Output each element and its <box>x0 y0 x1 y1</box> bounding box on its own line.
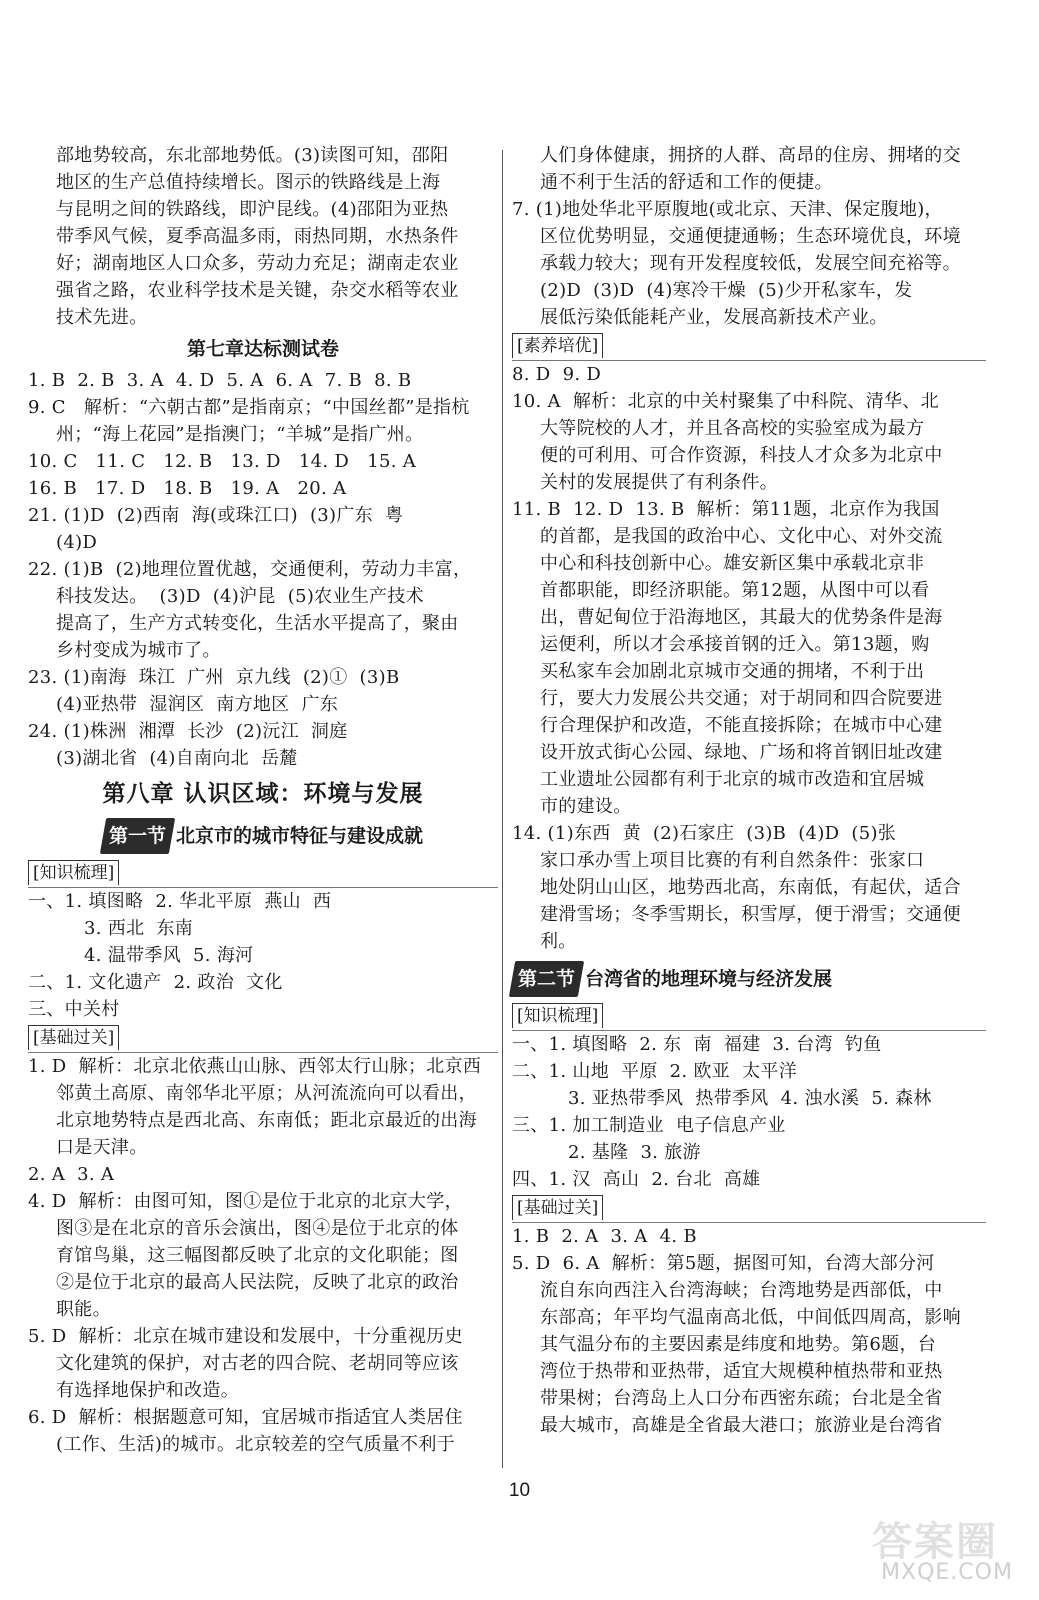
watermark <box>862 1510 1032 1590</box>
answer-line: 一、1. 填图略 2. 华北平原 燕山 西 <box>28 891 332 912</box>
section-badge <box>100 818 175 854</box>
q7-answers <box>512 196 986 331</box>
answer-line: 行合理保护和改造，不能直接拆除；在城市中心建 <box>540 715 943 736</box>
answer-line: 22. (1)B (2)地理位置优越，交通便利，劳动力丰富， <box>28 559 472 580</box>
answer-line: 文化建筑的保护，对古老的四合院、老胡同等应该 <box>56 1353 459 1374</box>
answer-line: 10. C 11. C 12. B 13. D 14. D 15. A <box>28 451 417 472</box>
answer-line: 6. D 解析：根据题意可知，宜居城市指适宜人类居住 <box>28 1407 463 1428</box>
answer-line: 10. A 解析：北京的中关村聚集了中科院、清华、北 <box>512 391 939 412</box>
knowledge-answers <box>28 888 498 1023</box>
answer-line: 流自东向西注入台湾海峡；台湾地势是西部低，中 <box>540 1280 943 1301</box>
answer-line: (工作、生活)的城市。北京较差的空气质量不利于 <box>56 1434 455 1455</box>
section-badge-label: 第二节 <box>518 968 576 990</box>
answer-line: 23. (1)南海 珠江 广州 京九线 (2)① (3)B <box>28 667 400 688</box>
answer-line: 买私家车会加剧北京城市交通的拥堵，不利于出 <box>540 661 925 682</box>
answer-line: 其气温分布的主要因素是纬度和地势。第6题，台 <box>540 1334 937 1355</box>
answer-line: 3. 亚热带季风 热带季风 4. 浊水溪 5. 森林 <box>568 1088 932 1109</box>
answer-line: 1. B 2. A 3. A 4. B <box>512 1226 697 1247</box>
answer-line: (3)湖北省 (4)自南向北 岳麓 <box>56 748 298 769</box>
answer-line: 9. C 解析：“六朝古都”是指南京；“中国丝都”是指杭 <box>28 397 470 418</box>
column-divider <box>502 150 503 1468</box>
answer-line: 区位优势明显，交通便捷通畅；生态环境优良，环境 <box>540 226 961 247</box>
answer-line: 5. D 解析：北京在城市建设和发展中，十分重视历史 <box>28 1326 463 1347</box>
answer-line: 州；“海上花园”是指澳门；“羊城”是指广州。 <box>56 424 424 445</box>
answer-line: 一、1. 填图略 2. 东 南 福建 3. 台湾 钓鱼 <box>512 1034 882 1055</box>
quality-answers <box>512 361 986 955</box>
answer-line: 中心和科技创新中心。雄安新区集中承载北京非 <box>540 553 925 574</box>
answer-line: 提高了，生产方式转变化，生活水平提高了，聚由 <box>56 613 459 634</box>
text-line: 人们身体健康，拥挤的人群、高昂的住房、拥堵的交 <box>540 145 961 166</box>
answer-line: 东部高；年平均气温南高北低，中间低四周高，影响 <box>540 1307 961 1328</box>
answer-line: 工业遗址公园都有利于北京的城市改造和宜居城 <box>540 769 925 790</box>
right-column <box>512 142 986 1439</box>
test-title: 第七章达标测试卷 <box>186 338 339 360</box>
answer-line: 二、1. 山地 平原 2. 欧亚 太平洋 <box>512 1061 798 1082</box>
answer-line: 承载力较大；现有开发程度较低，发展空间充裕等。 <box>540 253 961 274</box>
answer-line: 1. D 解析：北京北依燕山山脉、西邻太行山脉；北京西 <box>28 1056 482 1077</box>
answer-line: 5. D 6. A 解析：第5题，据图可知，台湾大部分河 <box>512 1253 935 1274</box>
answer-line: 乡村变成为城市了。 <box>56 640 221 661</box>
answer-line: 16. B 17. D 18. B 19. A 20. A <box>28 478 347 499</box>
answer-line: 4. D 解析：由图可知，图①是位于北京的北京大学， <box>28 1191 463 1212</box>
answer-line: 3. 西北 东南 <box>84 918 194 939</box>
answer-line: 三、1. 加工制造业 电子信息产业 <box>512 1115 786 1136</box>
answer-line: 1. B 2. B 3. A 4. D 5. A 6. A 7. B 8. B <box>28 370 412 391</box>
answer-line: 育馆鸟巢，这三幅图都反映了北京的文化职能；图 <box>56 1245 459 1266</box>
answer-line: 21. (1)D (2)西南 海(或珠江口) (3)广东 粤 <box>28 505 404 526</box>
section-heading-2 <box>512 961 986 997</box>
section-badge-label: 第一节 <box>108 825 166 847</box>
chapter-title: 第八章 认识区域：环境与发展 <box>102 781 424 807</box>
answer-line: 带果树；台湾岛上人口分布西密东疏；台北是全省 <box>540 1388 943 1409</box>
quality-tag: [素养培优] <box>512 333 603 358</box>
answer-line: (4)亚热带 湿润区 南方地区 广东 <box>56 694 339 715</box>
answer-line: 2. 基隆 3. 旅游 <box>568 1142 701 1163</box>
answer-line: 行，要大力发展公共交通；对于胡同和四合院要进 <box>540 688 943 709</box>
answer-line: 最大城市，高雄是全省最大港口；旅游业是台湾省 <box>540 1415 943 1436</box>
basic-tag: [基础过关] <box>28 1025 119 1050</box>
answer-line: 的首都，是我国的政治中心、文化中心、对外交流 <box>540 526 943 547</box>
answer-line: 有选择地保护和改造。 <box>56 1380 239 1401</box>
watermark-site: MXQE.COM <box>881 1560 1013 1585</box>
quality-tag-row <box>512 331 986 361</box>
answer-line: 11. B 12. D 13. B 解析：第11题，北京作为我国 <box>512 499 940 520</box>
answer-line: (2)D (3)D (4)寒冷干燥 (5)少开私家车，发 <box>540 280 913 301</box>
answer-line: (4)D <box>56 532 98 553</box>
section-heading-1 <box>28 818 498 854</box>
answer-line: 图③是在北京的音乐会演出，图④是位于北京的体 <box>56 1218 459 1239</box>
page-number: 10 <box>508 1480 531 1501</box>
answer-line: 便的可利用、可合作资源，科技人才众多为北京中 <box>540 445 943 466</box>
answer-line: 家口承办雪上项目比赛的有利自然条件：张家口 <box>540 850 925 871</box>
section-badge <box>509 961 584 997</box>
answer-line: 2. A 3. A <box>28 1164 115 1185</box>
answer-line: 首都职能，即经济职能。第12题，从图中可以看 <box>540 580 930 601</box>
answer-line: 4. 温带季风 5. 海河 <box>84 945 254 966</box>
answer-line: 关村的发展提供了有利条件。 <box>540 472 778 493</box>
right-intro <box>512 142 986 196</box>
answer-line: 14. (1)东西 黄 (2)石家庄 (3)B (4)D (5)张 <box>512 823 897 844</box>
text-line: 地区的生产总值持续增长。图示的铁路线是上海 <box>56 172 441 193</box>
answer-line: 口是天津。 <box>56 1137 148 1158</box>
answer-line: 湾位于热带和亚热带，适宜大规模种植热带和亚热 <box>540 1361 943 1382</box>
section-title: 台湾省的地理环境与经济发展 <box>585 968 833 990</box>
left-column <box>28 142 498 1458</box>
answer-line: 设开放式街心公园、绿地、广场和将首钢旧址改建 <box>540 742 943 763</box>
answer-line: 市的建设。 <box>540 796 632 817</box>
watermark-logo: 答案圈 <box>872 1519 998 1565</box>
knowledge-tag: [知识梳理] <box>28 860 119 885</box>
left-intro <box>28 142 498 331</box>
answer-line: 二、1. 文化遗产 2. 政治 文化 <box>28 972 283 993</box>
answer-line: 三、中关村 <box>28 999 120 1020</box>
section-title: 北京市的城市特征与建设成就 <box>176 825 424 847</box>
answer-line: 利。 <box>540 931 577 952</box>
answer-line: 7. (1)地处华北平原腹地(或北京、天津、保定腹地)， <box>512 199 943 220</box>
knowledge-tag-row <box>512 1001 986 1031</box>
knowledge-tag: [知识梳理] <box>512 1003 603 1028</box>
test-answers <box>28 367 498 772</box>
answer-line: ②是位于北京的最高人民法院，反映了北京的政治 <box>56 1272 459 1293</box>
basic-answers <box>512 1223 986 1439</box>
answer-line: 地处阴山山区，地势西北高，东南低，有起伏，适合 <box>540 877 961 898</box>
basic-tag: [基础过关] <box>512 1195 603 1220</box>
text-line: 带季风气候，夏季高温多雨，雨热同期，水热条件 <box>56 226 459 247</box>
answer-line: 8. D 9. D <box>512 364 602 385</box>
answer-line: 运便利，所以才会承接首钢的迁入。第13题，购 <box>540 634 930 655</box>
basic-answers <box>28 1053 498 1458</box>
basic-tag-row <box>28 1023 498 1053</box>
answer-line: 大等院校的人才，并且各高校的实验室成为最方 <box>540 418 925 439</box>
knowledge-tag-row <box>28 858 498 888</box>
basic-tag-row <box>512 1193 986 1223</box>
text-line: 通不利于生活的舒适和工作的便捷。 <box>540 172 833 193</box>
answer-line: 邻黄土高原、南邻华北平原；从河流流向可以看出， <box>56 1083 477 1104</box>
knowledge-answers <box>512 1031 986 1193</box>
text-line: 与昆明之间的铁路线，即沪昆线。(4)邵阳为亚热 <box>56 199 449 220</box>
answer-line: 24. (1)株洲 湘潭 长沙 (2)沅江 洞庭 <box>28 721 348 742</box>
answer-line: 科技发达。 (3)D (4)沪昆 (5)农业生产技术 <box>56 586 424 607</box>
text-line: 技术先进。 <box>56 307 148 328</box>
answer-line: 出，曹妃甸位于沿海地区，其最大的优势条件是海 <box>540 607 943 628</box>
answer-line: 职能。 <box>56 1299 111 1320</box>
answer-line: 展低污染低能耗产业，发展高新技术产业。 <box>540 307 888 328</box>
answer-line: 建滑雪场；冬季雪期长，积雪厚，便于滑雪；交通便 <box>540 904 961 925</box>
answer-line: 北京地势特点是西北高、东南低；距北京最近的出海 <box>56 1110 477 1131</box>
answer-line: 四、1. 汉 高山 2. 台北 高雄 <box>512 1169 761 1190</box>
text-line: 部地势较高，东北部地势低。(3)读图可知，邵阳 <box>56 145 449 166</box>
text-line: 好；湖南地区人口众多，劳动力充足；湖南走农业 <box>56 253 459 274</box>
text-line: 强省之路，农业科学技术是关键，杂交水稻等农业 <box>56 280 459 301</box>
